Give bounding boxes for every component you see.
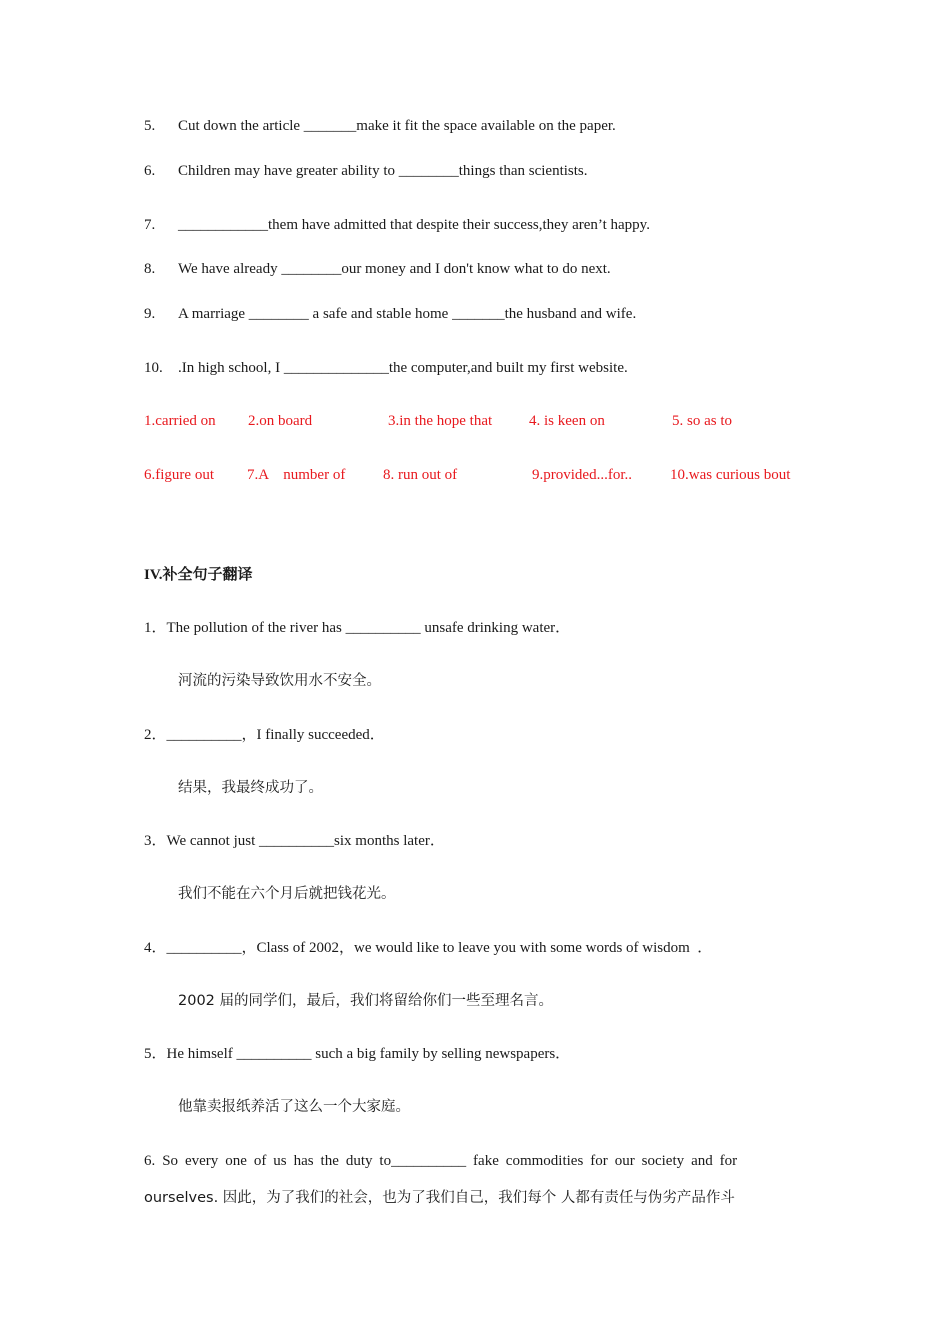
answer: 4. is keen on — [529, 413, 605, 429]
answer: 10.was curious bout — [670, 467, 791, 483]
translation-item-cn: 我们不能在六个月后就把钱花光。 — [178, 886, 396, 902]
translation-item-cn: 他靠卖报纸养活了这么一个大家庭。 — [178, 1099, 410, 1115]
translation-item-cn: 河流的污染导致饮用水不安全。 — [178, 673, 381, 689]
translation-item-cn: 2002 届的同学们，最后，我们将留给你们一些至理名言。 — [178, 993, 554, 1009]
answer: 1.carried on — [144, 413, 216, 429]
item-number: 8. — [144, 261, 156, 277]
translation-item-en: 5．He himself __________ such a big family by selling newspapers． — [144, 1046, 571, 1062]
item-text: A marriage ________ a safe and stable home _______the husband and wife. — [178, 306, 637, 322]
item-text: Cut down the article _______make it fit the space available on the paper. — [178, 118, 616, 134]
item-text: Children may have greater ability to ________things than scientists. — [178, 163, 588, 179]
answer: 2.on board — [248, 413, 313, 429]
item-number: 9. — [144, 306, 156, 322]
translation-item-en: 6. So every one of us has the duty to__________ fake commodities for our society and for — [144, 1153, 738, 1169]
item-text: We have already ________our money and I don't know what to do next. — [178, 261, 611, 277]
translation-item-mixed: ourselves. 因此，为了我们的社会，也为了我们自己，我们每个 人都有责任与伪劣产品作斗 — [144, 1190, 735, 1206]
translation-item-en: 3．We cannot just __________six months later． — [144, 833, 445, 849]
item-number: 6. — [144, 163, 156, 179]
translation-item-en: 1．The pollution of the river has __________ unsafe drinking water． — [144, 620, 571, 636]
item-text: .In high school, I ______________the computer,and built my first website. — [178, 360, 628, 376]
answer: 3.in the hope that — [388, 413, 493, 429]
translation-item-en: 4．__________，Class of 2002，we would like to leave you with some words of wisdom ． — [144, 940, 713, 956]
item-text: ____________them have admitted that despite their success,they aren’t happy. — [178, 217, 650, 233]
translation-item-cn: 结果，我最终成功了。 — [178, 780, 323, 796]
answer: 6.figure out — [144, 467, 214, 483]
answer: 9.provided...for.. — [532, 467, 632, 483]
translation-item-en: 2．__________，I finally succeeded． — [144, 727, 385, 743]
answer: 5. so as to — [672, 413, 732, 429]
item-number: 10. — [144, 360, 163, 376]
section-title: IV.补全句子翻译 — [144, 567, 253, 583]
answer: 7.A number of — [247, 467, 346, 483]
answer: 8. run out of — [383, 467, 458, 483]
item-number: 5. — [144, 118, 156, 134]
item-number: 7. — [144, 217, 156, 233]
